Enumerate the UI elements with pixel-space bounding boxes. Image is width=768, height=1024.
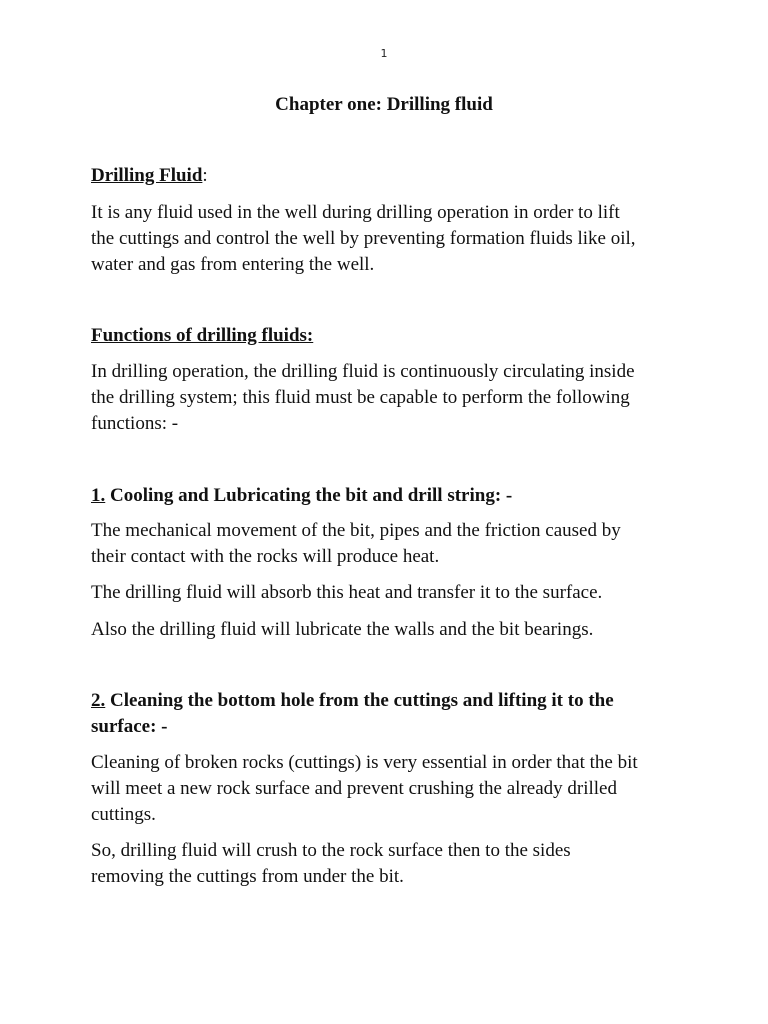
paragraph	[91, 359, 681, 437]
paragraph-line: Also the drilling fluid will lubricate the walls and the bit bearings.	[91, 619, 594, 640]
paragraph-line: The mechanical movement of the bit, pipes and the friction caused by	[91, 520, 621, 541]
paragraph	[91, 200, 681, 278]
section-heading-text: Drilling Fluid	[91, 165, 203, 186]
paragraph-line: removing the cuttings from under the bit.	[91, 866, 404, 887]
item-number: 2.	[91, 690, 106, 711]
paragraph	[91, 838, 681, 890]
page-number: 1	[380, 47, 388, 60]
item-2-heading	[91, 688, 681, 740]
section-heading	[91, 323, 681, 349]
paragraph-line: water and gas from entering the well.	[91, 254, 375, 275]
section-drilling-fluid	[91, 163, 681, 189]
paragraph-line: In drilling operation, the drilling fluid is continuously circulating inside	[91, 361, 635, 382]
paragraph-line: The drilling fluid will absorb this heat and transfer it to the surface.	[91, 582, 603, 603]
item-title: Cleaning the bottom hole from the cuttings and lifting it to the	[105, 690, 614, 711]
paragraph-line: functions: -	[91, 413, 179, 434]
section-heading	[91, 163, 681, 189]
item-heading	[91, 688, 681, 714]
paragraph	[91, 750, 681, 828]
item-1-heading	[91, 483, 681, 509]
paragraph-line: the drilling system; this fluid must be capable to perform the following	[91, 387, 630, 408]
paragraph	[91, 617, 681, 643]
section-functions	[91, 323, 681, 349]
paragraph	[91, 518, 681, 570]
paragraph-line: So, drilling fluid will crush to the rock surface then to the sides	[91, 840, 571, 861]
paragraph	[91, 580, 681, 606]
item-title-continued: surface: -	[91, 716, 168, 737]
paragraph-line: the cuttings and control the well by preventing formation fluids like oil,	[91, 228, 636, 249]
item-number: 1.	[91, 485, 106, 506]
paragraph-line: will meet a new rock surface and prevent crushing the already drilled	[91, 778, 617, 799]
section-heading-text: Functions of drilling fluids:	[91, 325, 314, 346]
item-title: Cooling and Lubricating the bit and drill string: -	[105, 485, 513, 506]
paragraph-line: It is any fluid used in the well during drilling operation in order to lift	[91, 202, 620, 223]
paragraph-line: cuttings.	[91, 804, 156, 825]
paragraph-line: Cleaning of broken rocks (cuttings) is very essential in order that the bit	[91, 752, 638, 773]
item-heading	[91, 483, 681, 509]
chapter-title: Chapter one: Drilling fluid	[275, 94, 493, 115]
paragraph-line: their contact with the rocks will produce heat.	[91, 546, 440, 567]
heading-colon: :	[202, 165, 208, 186]
